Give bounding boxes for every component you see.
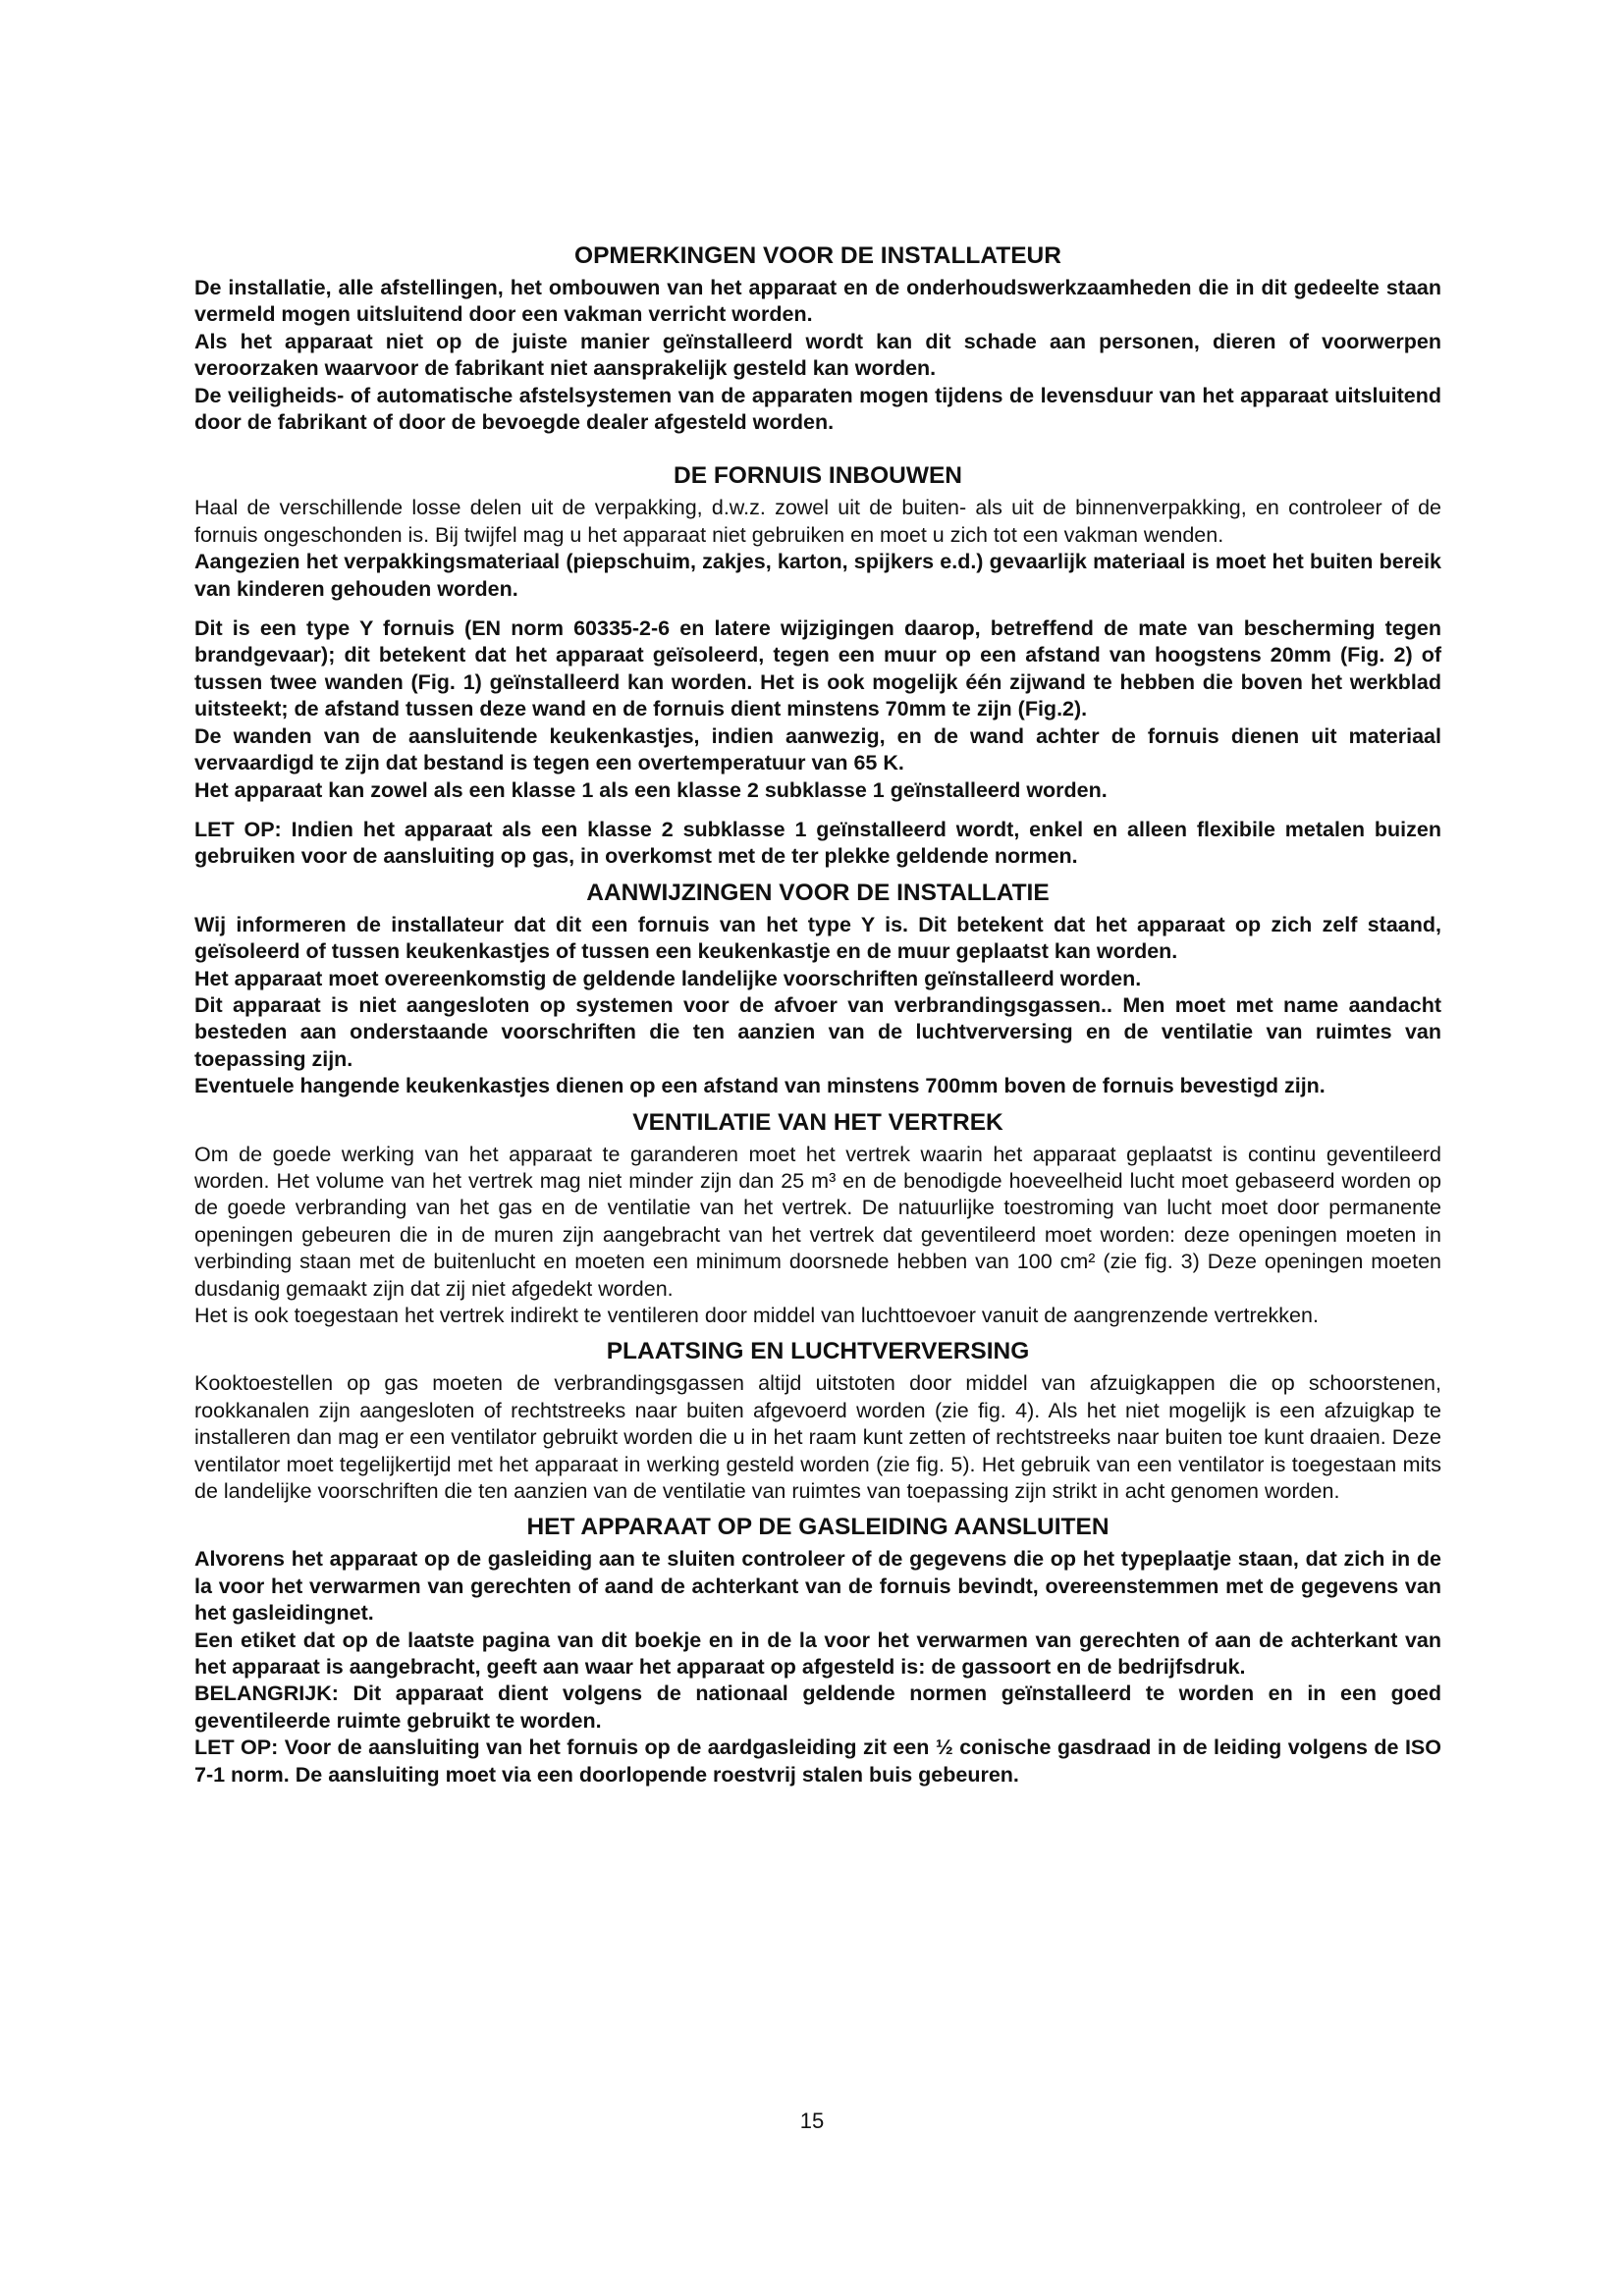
paragraph: Het apparaat kan zowel als een klasse 1 als een klasse 2 subklasse 1 geïnstalleerd worden. bbox=[194, 777, 1108, 802]
section-installation-instructions bbox=[194, 879, 1441, 1100]
paragraph: De veiligheids- of automatische afstelsystemen van de apparaten mogen tijdens de levensduur van het apparaat uitsluitend door de fabrikant of door de bevoegde dealer afgesteld worden. bbox=[194, 383, 1441, 435]
paragraph: Om de goede werking van het apparaat te garanderen moet het vertrek waarin het apparaat geplaatst is continu geventileerd worden. Het volume van het vertrek mag niet minder zijn dan 25 m³ en de benodigde hoeveelheid lucht moet gebaseerd worden op de goede verbranding van het gas en de ventilatie van het vertrek. De natuurlijke toestroming van lucht moet door permanente openingen gebeuren die in de muren zijn aangebracht van het vertrek dat geventileerd moet worden: deze openingen moeten in verbinding staan met de buitenlucht en moeten een minimum doorsnede hebben van 100 cm² (zie fig. 3) Deze openingen moeten dusdanig gemaakt zijn dat zij niet afgedekt worden. bbox=[194, 1142, 1441, 1301]
paragraph: De wanden van de aansluitende keukenkastjes, indien aanwezig, en de wand achter de fornuis dienen uit materiaal vervaardigd te zijn dat bestand is tegen een overtemperatuur van 65 K. bbox=[194, 723, 1441, 775]
section-heading: HET APPARAAT OP DE GASLEIDING AANSLUITEN bbox=[526, 1514, 1110, 1541]
paragraph: Kooktoestellen op gas moeten de verbrandingsgassen altijd uitstoten door middel van afzuigkappen die op schoorstenen, rookkanalen zijn aangesloten of rechtstreeks naar buiten afgevoerd worden (zie fig. 4). Als het niet mogelijk is een afzuigkap te installeren dan mag er een ventilator gebruikt worden die u in het raam kunt zetten of rechtstreeks naar buiten toe kunt draaien. Deze ventilator moet tegelijkertijd met het apparaat in werking gesteld worden (zie fig. 5). Het gebruik van een ventilator is toegestaan mits de landelijke voorschriften die ten aanzien van de ventilatie van ruimtes van toepassing zijn strikt in acht genomen worden. bbox=[194, 1371, 1441, 1504]
section-heading: VENTILATIE VAN HET VERTREK bbox=[632, 1108, 1003, 1136]
paragraph: Dit is een type Y fornuis (EN norm 60335-2-6 en latere wijzigingen daarop, betreffend de mate van bescherming tegen brandgevaar); dit betekent dat het apparaat geïsoleerd, tegen een muur op een afstand van hoogstens 20mm (Fig. 2) of tussen twee wanden (Fig. 1) geïnstalleerd kan worden. Het is ook mogelijk één zijwand te hebben die boven het werkblad uitsteekt; de afstand tussen deze wand en de fornuis dient minstens 70mm te zijn (Fig.2). bbox=[194, 616, 1441, 721]
section-heading: DE FORNUIS INBOUWEN bbox=[674, 462, 962, 490]
paragraph: Aangezien het verpakkingsmateriaal (piepschuim, zakjes, karton, spijkers e.d.) gevaarlijk materiaal is moet het buiten bereik van kinderen gehouden worden. bbox=[194, 550, 1441, 601]
paragraph: Dit apparaat is niet aangesloten op systemen voor de afvoer van verbrandingsgassen.. Men moet met name aandacht besteden aan onderstaande voorschriften die ten aanzien van de luchtverversing en de ventilatie van ruimtes van toepassing zijn. bbox=[194, 992, 1441, 1071]
paragraph: BELANGRIJK: Dit apparaat dient volgens de nationaal geldende normen geïnstalleerd te worden en in een goed geventileerde ruimte gebruikt te worden. bbox=[194, 1682, 1441, 1733]
section-installing-cooker bbox=[194, 461, 1441, 870]
paragraph: Als het apparaat niet op de juiste manier geïnstalleerd wordt kan dit schade aan personen, dieren of voorwerpen veroorzaken waarvoor de fabrikant niet aansprakelijk gesteld kan worden. bbox=[194, 329, 1441, 381]
section-gas-connection bbox=[194, 1513, 1441, 1789]
section-heading: OPMERKINGEN VOOR DE INSTALLATEUR bbox=[574, 242, 1061, 269]
paragraph: Eventuele hangende keukenkastjes dienen op een afstand van minstens 700mm boven de fornuis bevestigd zijn. bbox=[194, 1074, 1326, 1098]
section-room-ventilation bbox=[194, 1108, 1441, 1330]
paragraph: LET OP: Voor de aansluiting van het fornuis op de aardgasleiding zit een ½ conische gasdraad in de leiding volgens de ISO 7-1 norm. De aansluiting moet via een doorlopende roestvrij stalen buis gebeuren. bbox=[194, 1735, 1441, 1787]
section-installer-notes bbox=[194, 241, 1441, 436]
paragraph: Wij informeren de installateur dat dit een fornuis van het type Y is. Dit betekent dat het apparaat op zich zelf staand, geïsoleerd of tussen keukenkastjes of tussen een keukenkastje en de muur geplaatst kan worden. bbox=[194, 912, 1441, 964]
section-heading: AANWIJZINGEN VOOR DE INSTALLATIE bbox=[586, 879, 1050, 906]
paragraph: De installatie, alle afstellingen, het ombouwen van het apparaat en de onderhoudswerkzaamheden die in dit gedeelte staan vermeld mogen uitsluitend door een vakman verricht worden. bbox=[194, 276, 1441, 327]
paragraph: Een etiket dat op de laatste pagina van dit boekje en in de la voor het verwarmen van gerechten of aan de achterkant van het apparaat is aangebracht, geeft aan waar het apparaat op afgesteld is: de gassoort en de bedrijfsdruk. bbox=[194, 1628, 1441, 1680]
paragraph: LET OP: Indien het apparaat als een klasse 2 subklasse 1 geïnstalleerd wordt, enkel en alleen flexibile metalen buizen gebruiken voor de aansluiting op gas, in overkomst met de ter plekke geldende normen. bbox=[194, 817, 1441, 869]
paragraph: Het apparaat moet overeenkomstig de geldende landelijke voorschriften geïnstalleerd worden. bbox=[194, 966, 1142, 990]
paragraph: Alvorens het apparaat op de gasleiding aan te sluiten controleer of de gegevens die op het typeplaatje staan, dat zich in de la voor het verwarmen van gerechten of aand de achterkant van de fornuis bevindt, overeenstemmen met de gegevens van het gasleidingnet. bbox=[194, 1547, 1441, 1626]
document-page bbox=[194, 241, 1441, 1789]
section-placement-air-exchange bbox=[194, 1337, 1441, 1505]
paragraph: Het is ook toegestaan het vertrek indirekt te ventileren door middel van luchttoevoer vanuit de aangrenzende vertrekken. bbox=[194, 1304, 1319, 1327]
section-heading: PLAATSING EN LUCHTVERVERSING bbox=[606, 1338, 1030, 1365]
page-number: 15 bbox=[799, 2109, 825, 2133]
paragraph: Haal de verschillende losse delen uit de verpakking, d.w.z. zowel uit de buiten- als uit de binnenverpakking, en controleer of de fornuis ongeschonden is. Bij twijfel mag u het apparaat niet gebruiken en moet u zich tot een vakman wenden. bbox=[194, 496, 1441, 547]
